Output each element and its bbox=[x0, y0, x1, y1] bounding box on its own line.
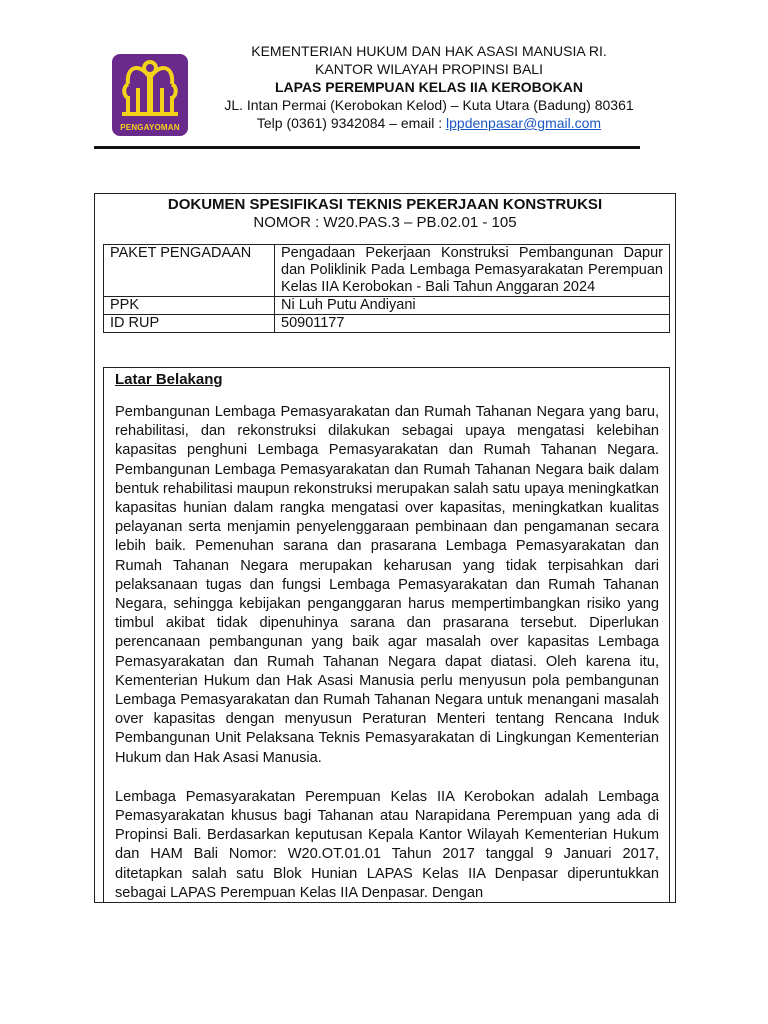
procurement-info-table bbox=[103, 244, 670, 333]
section-title: Latar Belakang bbox=[115, 371, 223, 388]
letterhead bbox=[104, 38, 664, 148]
logo-label: PENGAYOMAN bbox=[120, 123, 180, 132]
row-value: 50901177 bbox=[275, 315, 670, 333]
table-row bbox=[104, 315, 670, 333]
address: JL. Intan Permai (Kerobokan Kelod) – Kuta Utara (Badung) 80361 bbox=[224, 97, 634, 113]
document-number: NOMOR : W20.PAS.3 – PB.02.01 - 105 bbox=[253, 214, 517, 231]
document-frame bbox=[94, 193, 676, 903]
regional-office: KANTOR WILAYAH PROPINSI BALI bbox=[315, 61, 543, 77]
table-row bbox=[104, 297, 670, 315]
contact-line bbox=[199, 114, 659, 132]
document-header bbox=[95, 196, 675, 232]
row-key: ID RUP bbox=[104, 315, 275, 333]
row-key: PPK bbox=[104, 297, 275, 315]
document-title: DOKUMEN SPESIFIKASI TEKNIS PEKERJAAN KONSTRUKSI bbox=[167, 196, 603, 213]
letterhead-divider bbox=[94, 146, 640, 149]
table-row bbox=[104, 245, 670, 297]
paragraph: Pembangunan Lembaga Pemasyarakatan dan Rumah Tahanan Negara yang baru, rehabilitasi, dan rekonstruksi dilakukan sebagai upaya mengatasi kelebihan kapasitas penghuni Lembaga Pemasyarakatan dan Rumah Tahanan Negara. Pembangunan Lembaga Pemasyarakatan dan Rumah Tahanan Negara baik dalam bentuk rehabilitasi maupun rekonstruksi merupakan salah satu upaya meningkatkan kapasitas hunian dalam rangka mengatasi over kapasitas, meningkatkan kualitas pelayanan serta menjamin penyelenggaraan pembinaan dan pengamanan secara lebih baik. Pemenuhan sarana dan prasarana Lembaga Pemasyarakatan dan Rumah Tahanan Negara merupakan keharusan yang tidak terpisahkan dari pelaksanaan tugas dan fungsi Lembaga Pemasyarakatan dan Rumah Tahanan Negara, sehingga kebijakan penganggaran harus mempertimbangkan risiko yang timbul akibat tidak dipenuhinya sarana dan prasarana tersebut. Diperlukan perencanaan pembangunan yang baik agar masalah over kapasitas Lembaga Pemasyarakatan dan Rumah Tahanan Negara dapat diatasi. Oleh karena itu, Kementerian Hukum dan Hak Asasi Manusia perlu menyusun pola pembangunan Lembaga Pemasyarakatan dan Rumah Tahanan Negara untuk menangani masalah over kapasitas dengan menyusun Peraturan Menteri tentang Rencana Induk Pembangunan Unit Pelaksana Teknis Pemasyarakatan di Lingkungan Kementerian Hukum dan Hak Asasi Manusia. bbox=[115, 404, 659, 766]
background-section bbox=[103, 367, 670, 903]
pengayoman-logo bbox=[112, 54, 188, 136]
email-link[interactable]: lppdenpasar@gmail.com bbox=[446, 115, 602, 131]
row-key: PAKET PENGADAAN bbox=[104, 245, 275, 297]
ministry-name: KEMENTERIAN HUKUM DAN HAK ASASI MANUSIA RI. bbox=[251, 43, 607, 59]
letterhead-text bbox=[199, 42, 659, 132]
phone: Telp (0361) 9342084 – email : bbox=[256, 115, 447, 131]
row-value: Pengadaan Pekerjaan Konstruksi Pembangunan Dapur dan Poliklinik Pada Lembaga Pemasyarakatan Perempuan Kelas IIA Kerobokan - Bali Tahun Anggaran 2024 bbox=[275, 245, 670, 297]
paragraph: Lembaga Pemasyarakatan Perempuan Kelas IIA Kerobokan adalah Lembaga Pemasyarakatan khusus bagi Tahanan atau Narapidana Perempuan yang ada di Propinsi Bali. Berdasarkan keputusan Kepala Kantor Wilayah Kementerian Hukum dan HAM Bali Nomor: W20.OT.01.01 Tahun 2017 tanggal 9 Januari 2017, ditetapkan salah satu Blok Hunian LAPAS Kelas IIA Denpasar diperuntukkan sebagai LAPAS Perempuan Kelas IIA Denpasar. Dengan bbox=[115, 788, 659, 901]
institution-name: LAPAS PEREMPUAN KELAS IIA KEROBOKAN bbox=[274, 79, 584, 95]
row-value: Ni Luh Putu Andiyani bbox=[275, 297, 670, 315]
